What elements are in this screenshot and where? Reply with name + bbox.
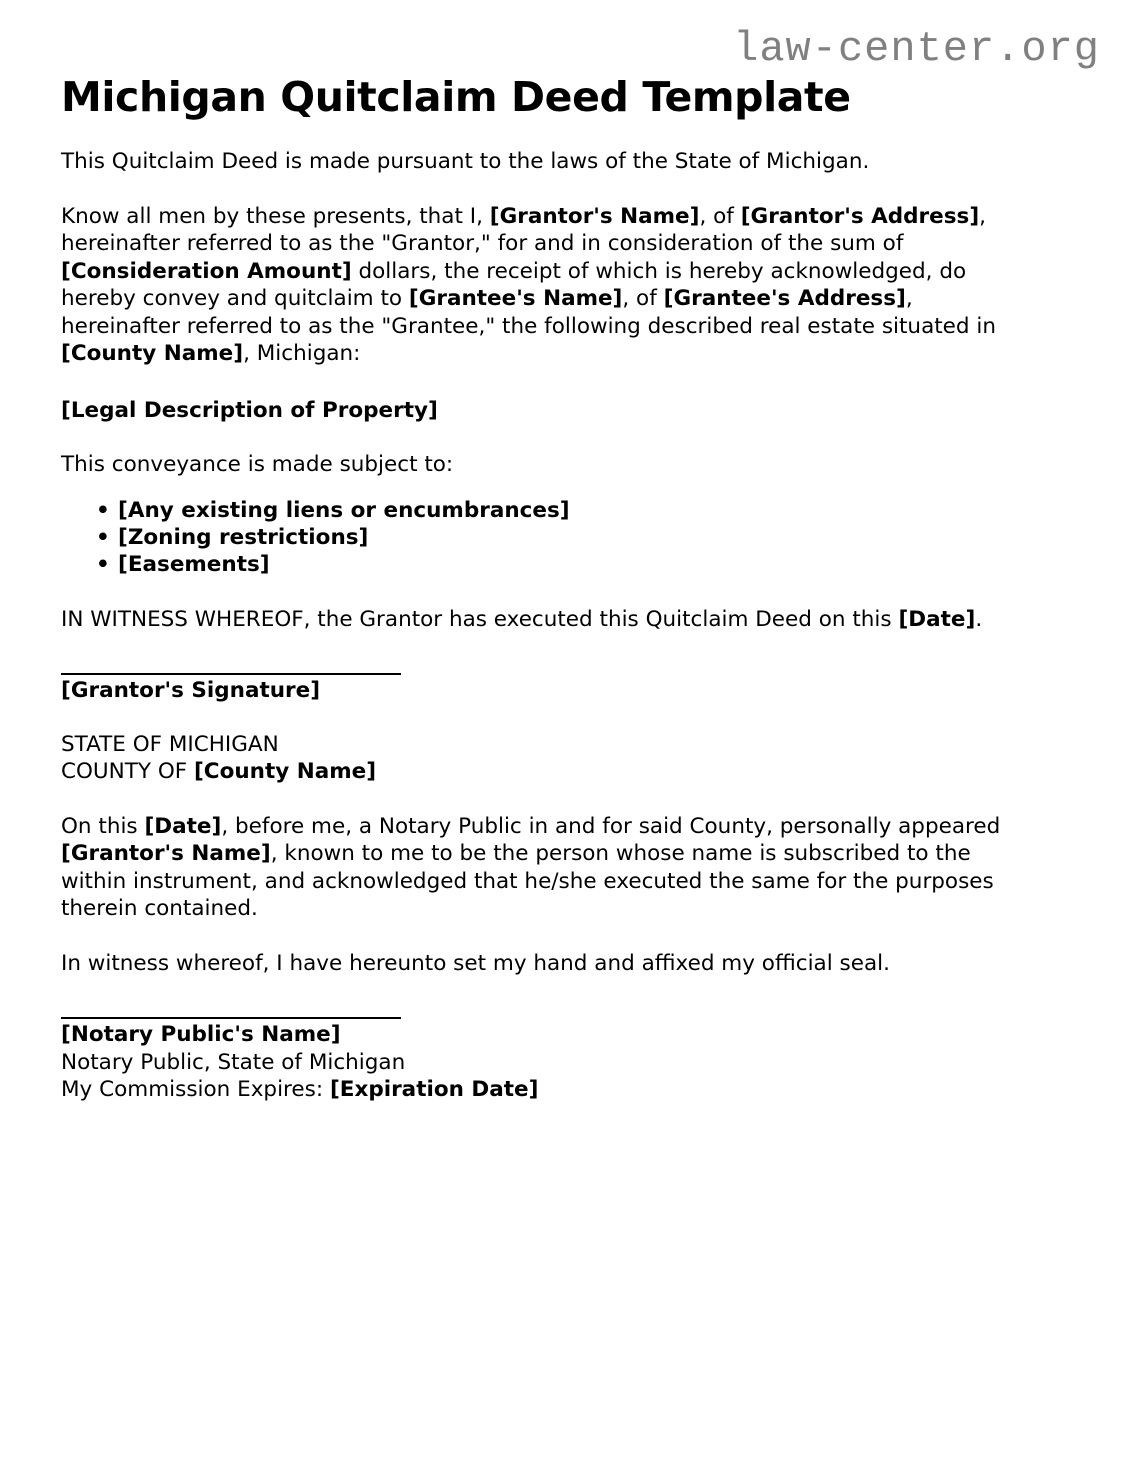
granting-text-3: , hereinafter referred to as the "Grantor," for and in consideration of the sum of [61,203,986,257]
ack-text-1: On this [61,813,145,839]
granting-clause-paragraph [61,176,1035,368]
granting-text-6: , hereinafter referred to as the "Grantee," the following described real estate situated in [61,286,996,339]
grantor-signature-block [61,633,1035,705]
county-prefix: COUNTY OF [61,759,194,785]
consideration-amount-placeholder: [Consideration Amount] [61,258,352,284]
expiration-date-placeholder: [Expiration Date] [329,1077,539,1103]
notary-signature-block [61,977,1035,1104]
execution-date-placeholder: [Date] [898,606,976,632]
legal-description-heading: [Legal Description of Property] [61,397,438,423]
subject-to-list [61,479,1035,579]
ack-text-2: , before me, a Notary Public in and for said County, personally appeared [221,813,1001,839]
grantee-name-placeholder: [Grantee's Name] [408,286,623,312]
commission-prefix: My Commission Expires: [61,1077,330,1103]
intro-paragraph: This Quitclaim Deed is made pursuant to the laws of the State of Michigan. [61,149,870,175]
witness-text-2: . [975,606,983,632]
venue-county-placeholder: [County Name] [193,759,377,785]
grantee-address-placeholder: [Grantee's Address] [663,286,906,312]
conveyance-intro-paragraph: This conveyance is made subject to: [61,452,454,478]
grantor-signature-line [61,673,401,675]
notary-title-line: Notary Public, State of Michigan [61,1049,406,1075]
notary-signature-line [61,1017,401,1019]
acknowledgment-paragraph [61,786,1035,923]
granting-text-7: , Michigan: [243,341,361,367]
grantor-signature-label: [Grantor's Signature] [61,678,321,704]
notary-commission-line [61,1076,1035,1104]
notary-name-label: [Notary Public's Name] [61,1022,341,1048]
seal-clause-paragraph: In witness whereof, I have hereunto set my hand and affixed my official seal. [61,950,890,976]
site-watermark: law-center.org [733,25,1100,73]
grantor-address-placeholder: [Grantor's Address] [740,203,980,229]
granting-text-2: , of [699,203,741,229]
venue-block [61,705,1035,786]
notary-details [61,1021,1035,1104]
state-line: STATE OF MICHIGAN [61,731,279,757]
grantor-name-placeholder: [Grantor's Name] [489,203,700,229]
page-title: Michigan Quitclaim Deed Template [61,73,851,121]
granting-text-5: , of [622,286,664,312]
county-name-placeholder: [County Name] [61,341,244,367]
list-item: • [Zoning restrictions] [61,524,1035,551]
list-item: • [Easements] [61,551,1035,578]
ack-grantor-name-placeholder: [Grantor's Name] [61,841,271,867]
county-line [61,758,1035,786]
ack-date-placeholder: [Date] [144,813,222,839]
ack-text-3: , known to me to be the person whose name is subscribed to the within instrument, and acknowledged that he/she executed the same for the purposes therein contained. [61,841,994,922]
granting-text-4: dollars, the receipt of which is hereby acknowledged, do hereby convey and quitclaim to [61,258,967,312]
list-item: • [Any existing liens or encumbrances] [61,497,1035,524]
granting-text-1: Know all men by these presents, that I, [61,203,490,229]
witness-text-1: IN WITNESS WHEREOF, the Grantor has executed this Quitclaim Deed on this [61,606,899,632]
witness-clause-paragraph [61,579,1035,634]
